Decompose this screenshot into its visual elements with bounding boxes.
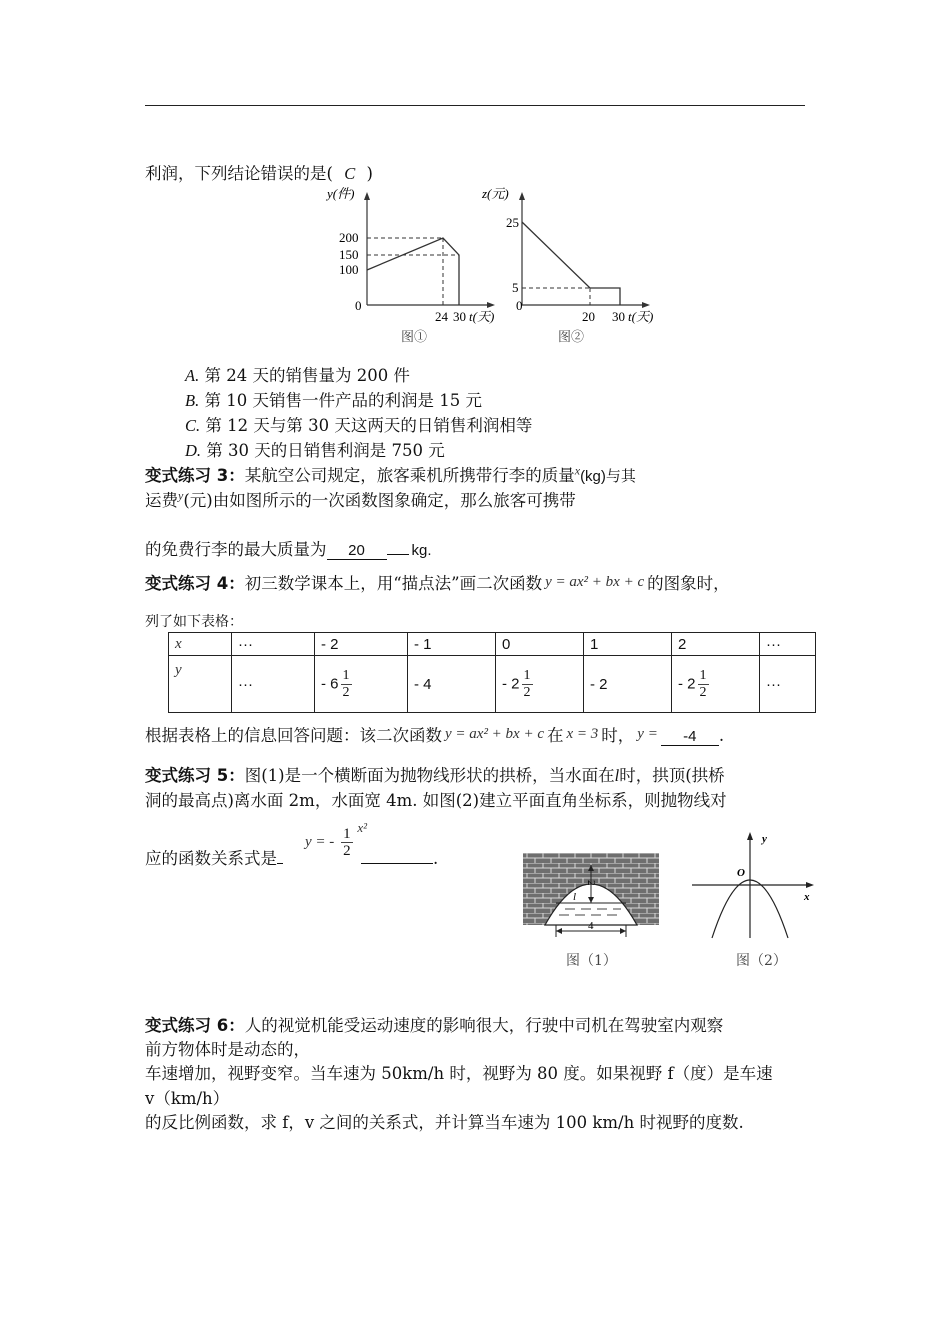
g2-xlabel: t(天): [628, 309, 654, 324]
ex6-line1: 变式练习 6：人的视觉机能受运动速度的影响很大，行驶中司机在驾驶室内观察: [145, 1016, 724, 1035]
q2-answer: C: [344, 164, 356, 183]
ex6-line4: v（km/h）: [145, 1089, 230, 1108]
ex5-line1: 变式练习 5：图(1)是一个横断面为抛物线形状的拱桥，当水面在l时，拱顶(拱桥: [145, 766, 725, 785]
g2-xtick: 30: [612, 309, 625, 324]
option-b: B. 第 10 天销售一件产品的利润是 15 元: [185, 391, 482, 410]
ex4-answer: -4: [661, 728, 719, 746]
ex5-answer-formula: y = - $\frac{1}{2}$ x²: [305, 820, 368, 859]
ex6-line5: 的反比例函数，求 f，v 之间的关系式，并计算当车速为 100 km/h 时视野的度数.: [145, 1113, 744, 1132]
g1-ytick: 100: [339, 262, 359, 277]
table-row: y ··· - 6 $\frac{1}{2}$ - 4 - 2 $\frac{1}{2}$ - 2 - 2 $\frac{1}{2}$ ···: [169, 656, 816, 713]
fig2-x-label: x: [804, 891, 810, 903]
ex5-line2: 洞的最高点)离水面 2m，水面宽 4m. 如图(2)建立平面直角坐标系，则抛物线对: [145, 791, 727, 810]
ex3-line2: 运费$^y$(元)由如图所示的一次函数图象确定，那么旅客可携带: [145, 488, 576, 510]
fig1-height-label: 2: [585, 880, 597, 886]
ex4-line2: 列了如下表格：: [145, 614, 243, 630]
option-d: D. 第 30 天的日销售利润是 750 元: [185, 441, 445, 460]
ex4-question: 根据表格上的信息回答问题：该二次函数 y = ax² + bx + c 在 x = 3 时， y = -4 .: [145, 726, 725, 745]
ex5-line3: 应的函数关系式是 .: [145, 849, 439, 868]
parabola-coordinate-figure: [690, 828, 820, 940]
ex4-label: 变式练习 4：: [145, 574, 245, 593]
ex6-label: 变式练习 6：: [145, 1016, 245, 1035]
g2-xtick: 20: [582, 309, 595, 324]
g1-ytick: 200: [339, 230, 359, 245]
fig2-y-label: y: [762, 833, 767, 845]
fig1-water-label: l: [573, 891, 577, 903]
option-a: A. 第 24 天的销售量为 200 件: [185, 366, 410, 385]
g2-ytick: 5: [512, 280, 519, 295]
ex4-formula: y = ax² + bx + c: [545, 574, 645, 590]
fig1-width-label: 4: [588, 920, 594, 932]
ex6-line2: 前方物体时是动态的，: [145, 1040, 310, 1059]
fig2-origin-label: O: [737, 867, 745, 879]
table-row: x ··· - 2 - 1 0 1 2 ···: [169, 633, 816, 656]
q2-stem: 利润，下列结论错误的是( C ): [145, 164, 373, 183]
fig1-caption: 图（1）: [566, 953, 617, 969]
ex3-line1: 变式练习 3：某航空公司规定，旅客乘机所携带行李的质量$^x$(kg)与其: [145, 463, 636, 485]
ex3-answer: 20: [327, 542, 387, 560]
ex4-line1: 变式练习 4：初三数学课本上，用“描点法”画二次函数 y = ax² + bx + c 的图象时，: [145, 574, 730, 593]
graph-sales-volume: [325, 180, 505, 345]
g1-xlabel: t(天): [469, 309, 495, 324]
arch-bridge-figure: [523, 853, 659, 937]
g1-caption: 图①: [401, 329, 428, 344]
g1-origin: 0: [355, 298, 362, 313]
fig2-caption: 图（2）: [736, 953, 787, 969]
ex3-line3: 的免费行李的最大质量为 20 kg.: [145, 540, 432, 559]
g2-ylabel: z(元): [482, 186, 509, 201]
option-c: C. 第 12 天与第 30 天这两天的日销售利润相等: [185, 416, 533, 435]
g1-ylabel: y(件): [327, 186, 355, 201]
graph-profit-per-item: [480, 180, 660, 345]
g2-origin: 0: [516, 298, 523, 313]
g2-ytick: 25: [506, 215, 519, 230]
ex5-label: 变式练习 5：: [145, 766, 245, 785]
g1-xtick: 30: [453, 309, 466, 324]
ex6-line3: 车速增加，视野变窄。当车速为 50km/h 时，视野为 80 度。如果视野 f（度）是车速: [145, 1064, 773, 1083]
header-rule: [145, 105, 805, 106]
values-table: [168, 632, 816, 713]
g2-caption: 图②: [558, 329, 585, 344]
g1-ytick: 150: [339, 247, 359, 262]
ex3-label: 变式练习 3：: [145, 466, 245, 485]
g1-xtick: 24: [435, 309, 448, 324]
